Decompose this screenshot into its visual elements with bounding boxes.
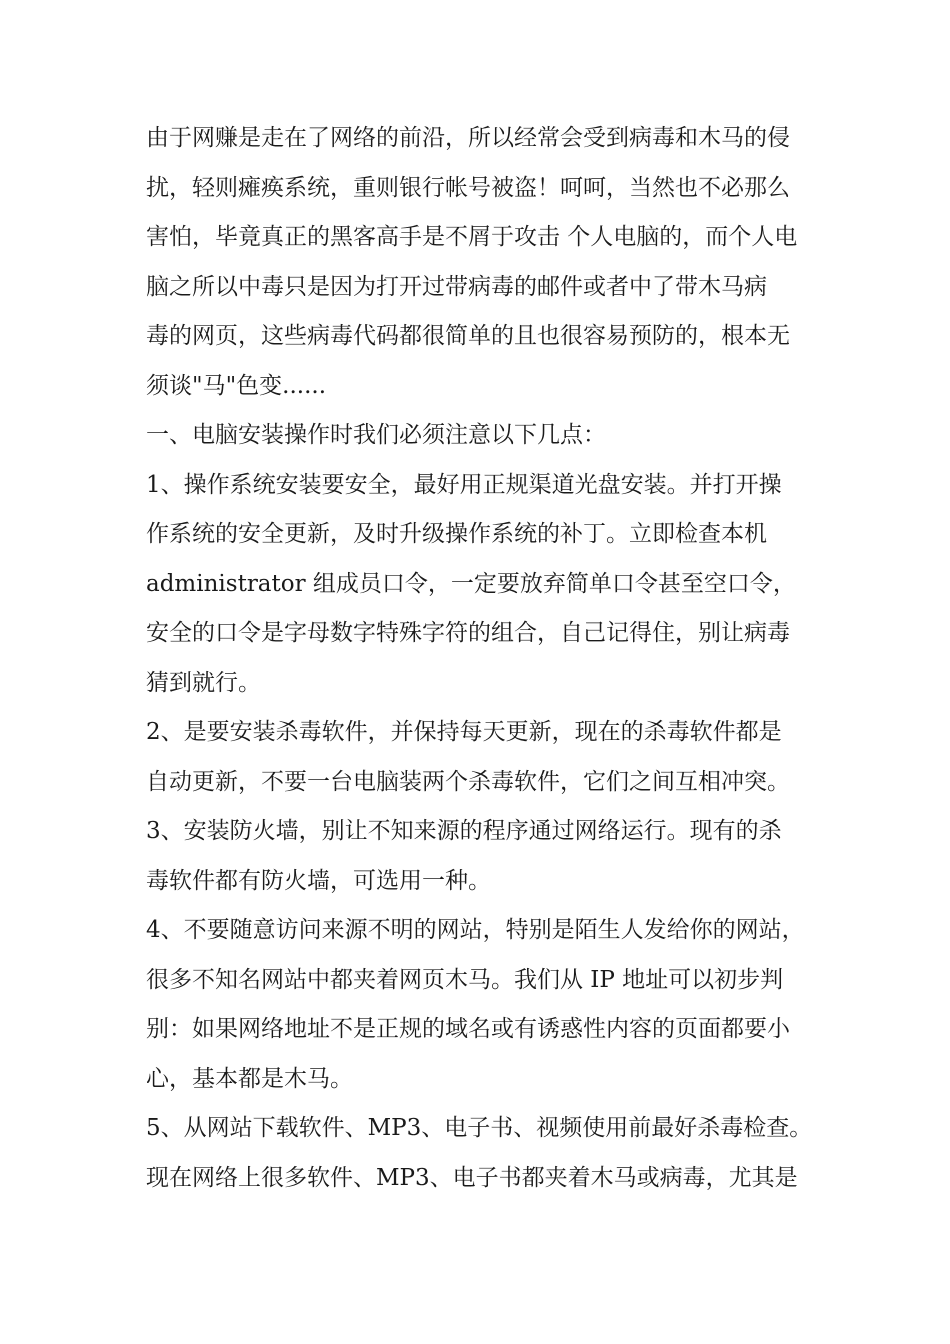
text-line: 毒软件都有防火墙，可选用一种。 [146,867,491,894]
text-line: 作系统的安全更新，及时升级操作系统的补丁。立即检查本机 [146,521,767,547]
text-line: 须谈"马"色变...... [146,372,327,399]
text-line: 3、安装防火墙，别让不知来源的程序通过网络运行。现有的杀 [146,818,782,844]
text-line: 自动更新，不要一台电脑装两个杀毒软件，它们之间互相冲突。 [146,768,790,795]
text-line: 很多不知名网站中都夹着网页木马。我们从 IP 地址可以初步判 [146,966,784,993]
text-line: 毒的网页，这些病毒代码都很简单的且也很容易预防的，根本无 [146,323,790,349]
text-line: 扰，轻则瘫痪系统，重则银行帐号被盗！呵呵，当然也不必那么 [146,174,790,201]
text-line: 1、操作系统安装要安全，最好用正规渠道光盘安装。并打开操 [146,471,782,498]
text-line: 猜到就行。 [146,669,261,696]
text-line: 4、不要随意访问来源不明的网站，特别是陌生人发给你的网站， [146,917,805,943]
text-line: 安全的口令是字母数字特殊字符的组合，自己记得住，别让病毒 [146,620,790,646]
text-line: 现在网络上很多软件、MP3、电子书都夹着木马或病毒，尤其是 [146,1164,798,1191]
text-line: 脑之所以中毒只是因为打开过带病毒的邮件或者中了带木马病 [146,273,767,300]
text-line: 5、从网站下载软件、MP3、电子书、视频使用前最好杀毒检查。 [146,1115,813,1141]
text-line: 2、是要安装杀毒软件，并保持每天更新，现在的杀毒软件都是 [146,719,782,745]
document-body [146,114,826,1203]
text-line: 心，基本都是木马。 [146,1065,353,1092]
text-line: 由于网赚是走在了网络的前沿，所以经常会受到病毒和木马的侵 [146,125,790,151]
text-line: 害怕，毕竟真正的黑客高手是不屑于攻击 个人电脑的，而个人电 [146,224,798,250]
section-heading: 一、电脑安装操作时我们必须注意以下几点： [146,422,606,448]
text-line: administrator 组成员口令，一定要放弃简单口令甚至空口令， [146,570,796,597]
text-line: 别：如果网络地址不是正规的域名或有诱惑性内容的页面都要小 [146,1016,790,1042]
